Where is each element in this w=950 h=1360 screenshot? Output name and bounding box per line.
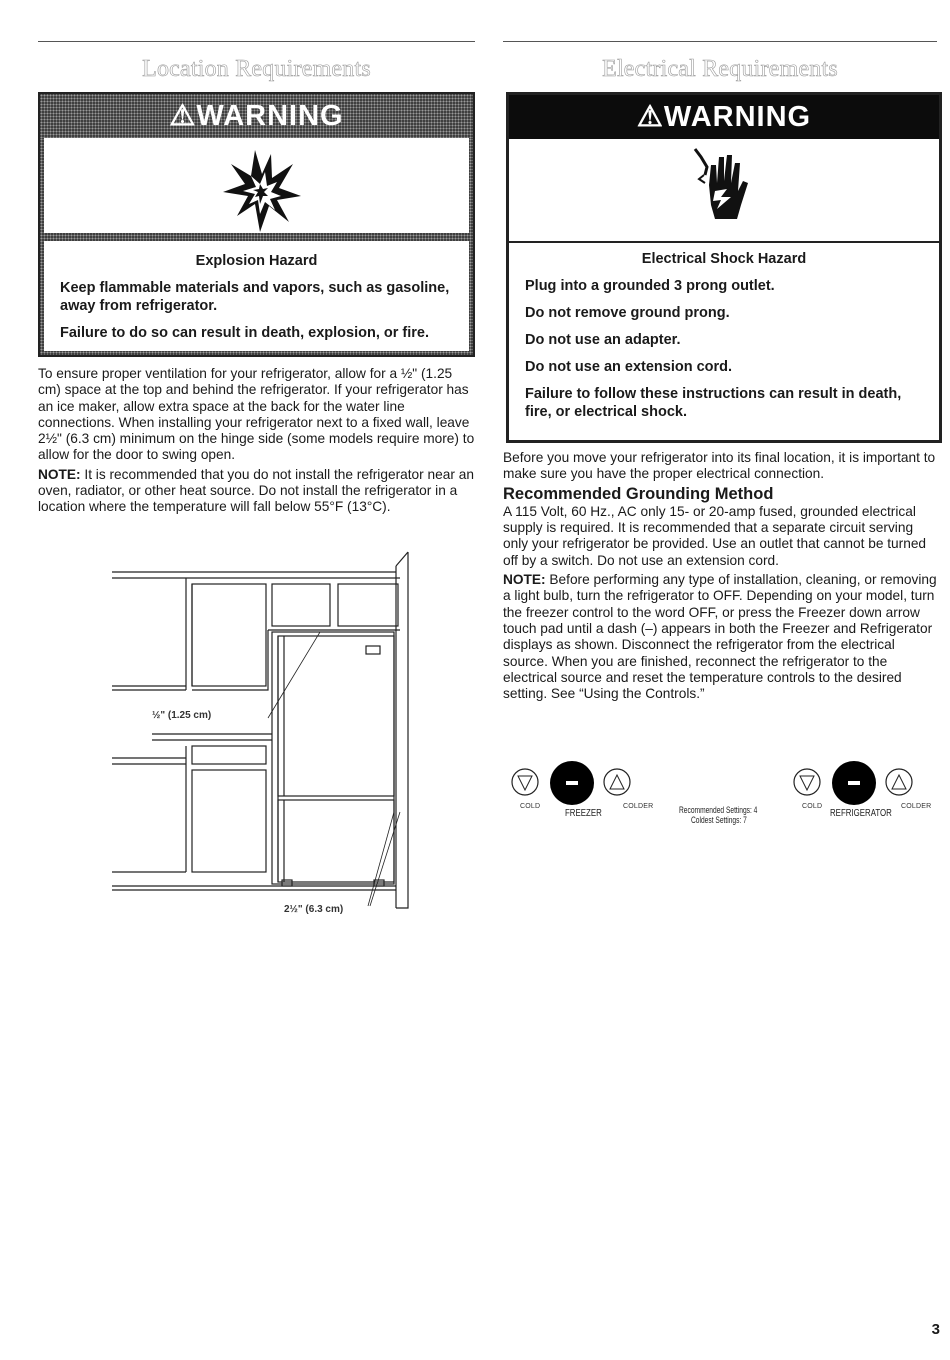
hazard-heading: Explosion Hazard xyxy=(195,253,318,269)
refrigerator-label: REFRIGERATOR xyxy=(830,807,892,819)
warning-text xyxy=(40,252,473,351)
warning-text xyxy=(509,250,939,430)
warning-pictogram-area xyxy=(40,138,473,237)
grounding-subheading: Recommended Grounding Method xyxy=(503,484,774,503)
warning-line: Failure to do so can result in death, explosion, or fire. xyxy=(60,325,430,341)
top-clearance-label: ½" (1.25 cm) xyxy=(152,710,212,721)
refrigerator-control-graphic xyxy=(793,758,923,808)
grounding-paragraph: A 115 Volt, 60 Hz., AC only 15- or 20-amp fused, grounded electrical supply is required. It is recommended that a separate circuit serving only your refrigerator be provided. Use an outlet that cannot be turned off by a switch. Do not use an extension cord. xyxy=(503,503,927,568)
note-paragraph xyxy=(38,467,475,516)
warning-line: Do not use an extension cord. xyxy=(525,359,733,375)
explosion-icon xyxy=(215,144,305,234)
section-rule xyxy=(503,41,937,42)
hazard-heading: Electrical Shock Hazard xyxy=(641,251,807,267)
side-clearance-label: 2½" (6.3 cm) xyxy=(284,904,344,915)
note-label: NOTE: xyxy=(38,466,81,482)
electrical-shock-icon xyxy=(687,145,757,235)
warning-line: Failure to follow these instructions can result in death, fire, or electrical shock. xyxy=(525,386,902,420)
note-label: NOTE: xyxy=(503,572,546,588)
freezer-cold-label: COLD xyxy=(520,803,541,810)
shock-warning-box xyxy=(506,92,942,443)
ventilation-paragraph: To ensure proper ventilation for your refrigerator, allow for a ½" (1.25 cm) space at the top and behind the refrigerator. If your refrigerator has an ice maker, allow extra space at the back for the water line connections. When installing your refrigerator next to a fixed wall, leave 2½" (6.3 cm) minimum on the hinge side (some models require more) to allow for the door to swing open. xyxy=(38,366,475,463)
note-text: It is recommended that you do not install the refrigerator near an oven, radiator, or other heat source. Do not install the refrigerator in a location where the temperature will fall below 55°F (13°C). xyxy=(38,466,474,515)
refrigerator-colder-label: COLDER xyxy=(901,803,932,810)
note-paragraph xyxy=(503,572,937,702)
warning-banner: ⚠WARNING xyxy=(509,95,939,139)
warning-pictogram-area xyxy=(509,139,939,243)
warning-banner: ⚠WARNING xyxy=(40,94,473,138)
intro-paragraph: Before you move your refrigerator into its final location, it is important to make sure you have the proper electrical connection. xyxy=(503,450,936,482)
coldest-setting-label: Coldest Settings: 7 xyxy=(691,815,747,826)
warning-line: Do not use an adapter. xyxy=(525,332,681,348)
section-rule xyxy=(38,41,475,42)
freezer-control-graphic xyxy=(511,758,641,808)
explosion-warning-box xyxy=(38,92,475,357)
electrical-body-text xyxy=(503,450,937,705)
recommended-setting-label: Recommended Settings: 4 xyxy=(679,805,758,816)
control-panel-illustration xyxy=(503,758,937,828)
warning-line: Plug into a grounded 3 prong outlet. xyxy=(525,278,775,294)
page-number: 3 xyxy=(931,1321,940,1338)
freezer-colder-label: COLDER xyxy=(623,803,654,810)
refrigerator-cold-label: COLD xyxy=(802,803,823,810)
note-text: Before performing any type of installation, cleaning, or removing a light bulb, turn the refrigerator to OFF. Depending on your model, turn the freezer control to the word OFF, or press the Freezer down arrow touch pad until a dash (–) appears in both the Freezer and Refrigerator displays as shown. Disconnect the refrigerator from the electrical source. When you are finished, reconnect the refrigerator to the electrical source and reset the temperature controls to the desired setting. See “Using the Controls.” xyxy=(503,572,937,702)
warning-line: Do not remove ground prong. xyxy=(525,305,730,321)
pictogram-panel xyxy=(44,138,469,233)
freezer-label: FREEZER xyxy=(565,807,602,819)
location-body-text xyxy=(38,366,475,519)
warning-line: Keep flammable materials and vapors, such as gasoline, away from refrigerator. xyxy=(60,280,450,314)
clearance-diagram xyxy=(112,550,412,920)
section-title: Electrical Requirements xyxy=(602,56,838,82)
section-title: Location Requirements xyxy=(142,56,371,82)
